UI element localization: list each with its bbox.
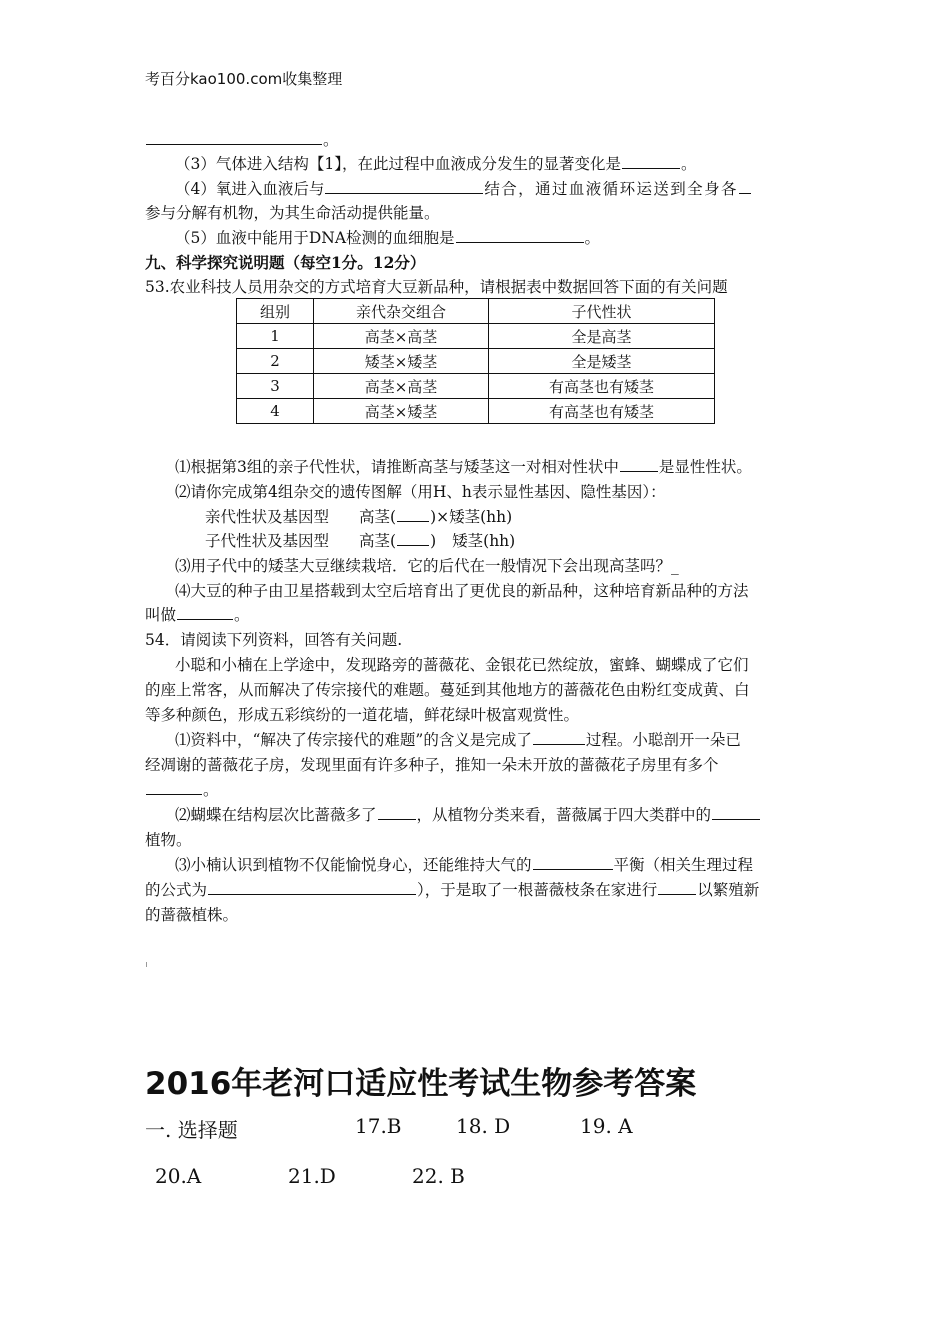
q53-parent-line: 亲代性状及基因型 高茎( )×矮茎(hh) (205, 505, 867, 529)
answer-blank[interactable] (146, 128, 322, 145)
table-cell: 1 (237, 324, 314, 349)
answer-blank[interactable] (177, 603, 233, 620)
q54-passage-line: 小聪和小楠在上学途中，发现路旁的蔷薇花、金银花已然绽放，蜜蜂、蝴蝶成了它们 (175, 656, 749, 674)
table-row (237, 324, 715, 349)
answer-blank[interactable] (146, 778, 202, 795)
answer-21: 21.D (288, 1164, 336, 1188)
answer-blank[interactable] (658, 878, 696, 895)
answer-18: 18. D (456, 1114, 511, 1138)
table-cell: 矮茎×矮茎 (314, 349, 489, 374)
stray-mark (146, 962, 147, 967)
q52-sub3: （3）气体进入结构【1】，在此过程中血液成分发生的显著变化是 。 (175, 152, 837, 176)
table-row (237, 374, 715, 399)
page-header: 考百分kao100.com收集整理 (145, 70, 343, 88)
answer-blank[interactable] (739, 177, 751, 194)
answer-blank[interactable] (622, 152, 680, 169)
answers-section-1: 一. 选择题 (145, 1118, 238, 1142)
answers-title: 2016年老河口适应性考试生物参考答案 (145, 1066, 697, 1102)
table-header-row (237, 299, 715, 324)
table-cell: 高茎×矮茎 (314, 399, 489, 424)
answer-blank[interactable] (533, 853, 613, 870)
answer-20: 20.A (155, 1164, 202, 1188)
table-header-cell: 亲代杂交组合 (314, 299, 489, 324)
q53-sub1: ⑴根据第3组的亲子代性状，请推断高茎与矮茎这一对相对性状中 是显性性状。 (175, 455, 837, 479)
q54-sub1-cont2: 。 (145, 778, 807, 802)
table-cell: 高茎×高茎 (314, 324, 489, 349)
q54-passage-line: 等多种颜色，形成五彩缤纷的一道花墙，鲜花绿叶极富观赏性。 (145, 706, 580, 724)
q54-sub2: ⑵蝴蝶在结构层次比蔷薇多了 ，从植物分类来看，蔷薇属于四大类群中的 (175, 803, 837, 827)
cross-results-table (236, 298, 715, 424)
answer-19: 19. A (580, 1114, 633, 1138)
q54-sub3: ⑶小楠认识到植物不仅能愉悦身心，还能维持大气的 平衡（相关生理过程 (175, 853, 837, 877)
q54-sub1: ⑴资料中，“解决了传宗接代的难题”的含义是完成了 过程。小聪剖开一朵已 (175, 728, 837, 752)
q53-sub3: ⑶用子代中的矮茎大豆继续栽培．它的后代在一般情况下会出现高茎吗？_ (175, 557, 679, 575)
table-cell: 全是矮茎 (489, 349, 715, 374)
q54-passage-line: 的座上常客，从而解决了传宗接代的难题。蔓延到其他地方的蔷薇花色由粉红变成黄、白 (145, 681, 750, 699)
table-cell: 2 (237, 349, 314, 374)
q52-sub4-cont: 参与分解有机物，为其生命活动提供能量。 (145, 204, 440, 222)
answer-blank[interactable] (712, 803, 760, 820)
q54-sub3-cont: 的公式为 ），于是取了一根蔷薇枝条在家进行 以繁殖新 (145, 878, 807, 902)
q53-sub4: ⑷大豆的种子由卫星搭载到太空后培育出了更优良的新品种，这种培育新品种的方法 (175, 582, 749, 600)
section-9-title: 九、科学探究说明题（每空1分。12分） (145, 253, 426, 272)
table-row (237, 399, 715, 424)
table-header-cell: 组别 (237, 299, 314, 324)
q54-intro: 54．请阅读下列资料，回答有关问题. (145, 631, 403, 649)
genotype-blank[interactable] (397, 529, 429, 546)
q54-sub2-cont: 植物。 (145, 831, 192, 849)
q52-sub4: （4）氧进入血液后与 结合，通过血液循环运送到全身各 (175, 177, 837, 201)
q53-sub2: ⑵请你完成第4组杂交的遗传图解（用H、h表示显性基因、隐性基因）： (175, 483, 666, 501)
answer-17: 17.B (355, 1114, 402, 1138)
table-row (237, 349, 715, 374)
answer-blank[interactable] (378, 803, 416, 820)
q54-sub3-cont2: 的蔷薇植株。 (145, 906, 239, 924)
table-cell: 有高茎也有矮茎 (489, 374, 715, 399)
formula-blank[interactable] (208, 878, 416, 895)
answer-blank[interactable] (533, 728, 585, 745)
table-cell: 4 (237, 399, 314, 424)
table-cell: 全是高茎 (489, 324, 715, 349)
q52-sub5: （5）血液中能用于DNA检测的血细胞是 。 (175, 226, 837, 250)
q53-sub4-cont: 叫做 。 (145, 603, 807, 627)
answer-blank[interactable] (325, 177, 483, 194)
answer-blank[interactable] (620, 455, 658, 472)
table-cell: 有高茎也有矮茎 (489, 399, 715, 424)
table-header-cell: 子代性状 (489, 299, 715, 324)
q53-intro: 53.农业科技人员用杂交的方式培育大豆新品种，请根据表中数据回答下面的有关问题 (145, 278, 728, 296)
q52-prev-line: 。 (145, 128, 807, 152)
q54-sub1-cont: 经凋谢的蔷薇花子房，发现里面有许多种子，推知一朵未开放的蔷薇花子房里有多个 (145, 756, 719, 774)
table-cell: 高茎×高茎 (314, 374, 489, 399)
table-cell: 3 (237, 374, 314, 399)
genotype-blank[interactable] (397, 505, 429, 522)
q53-child-line: 子代性状及基因型 高茎( ) 矮茎(hh) (205, 529, 867, 553)
answer-22: 22. B (412, 1164, 465, 1188)
answer-blank[interactable] (456, 226, 584, 243)
